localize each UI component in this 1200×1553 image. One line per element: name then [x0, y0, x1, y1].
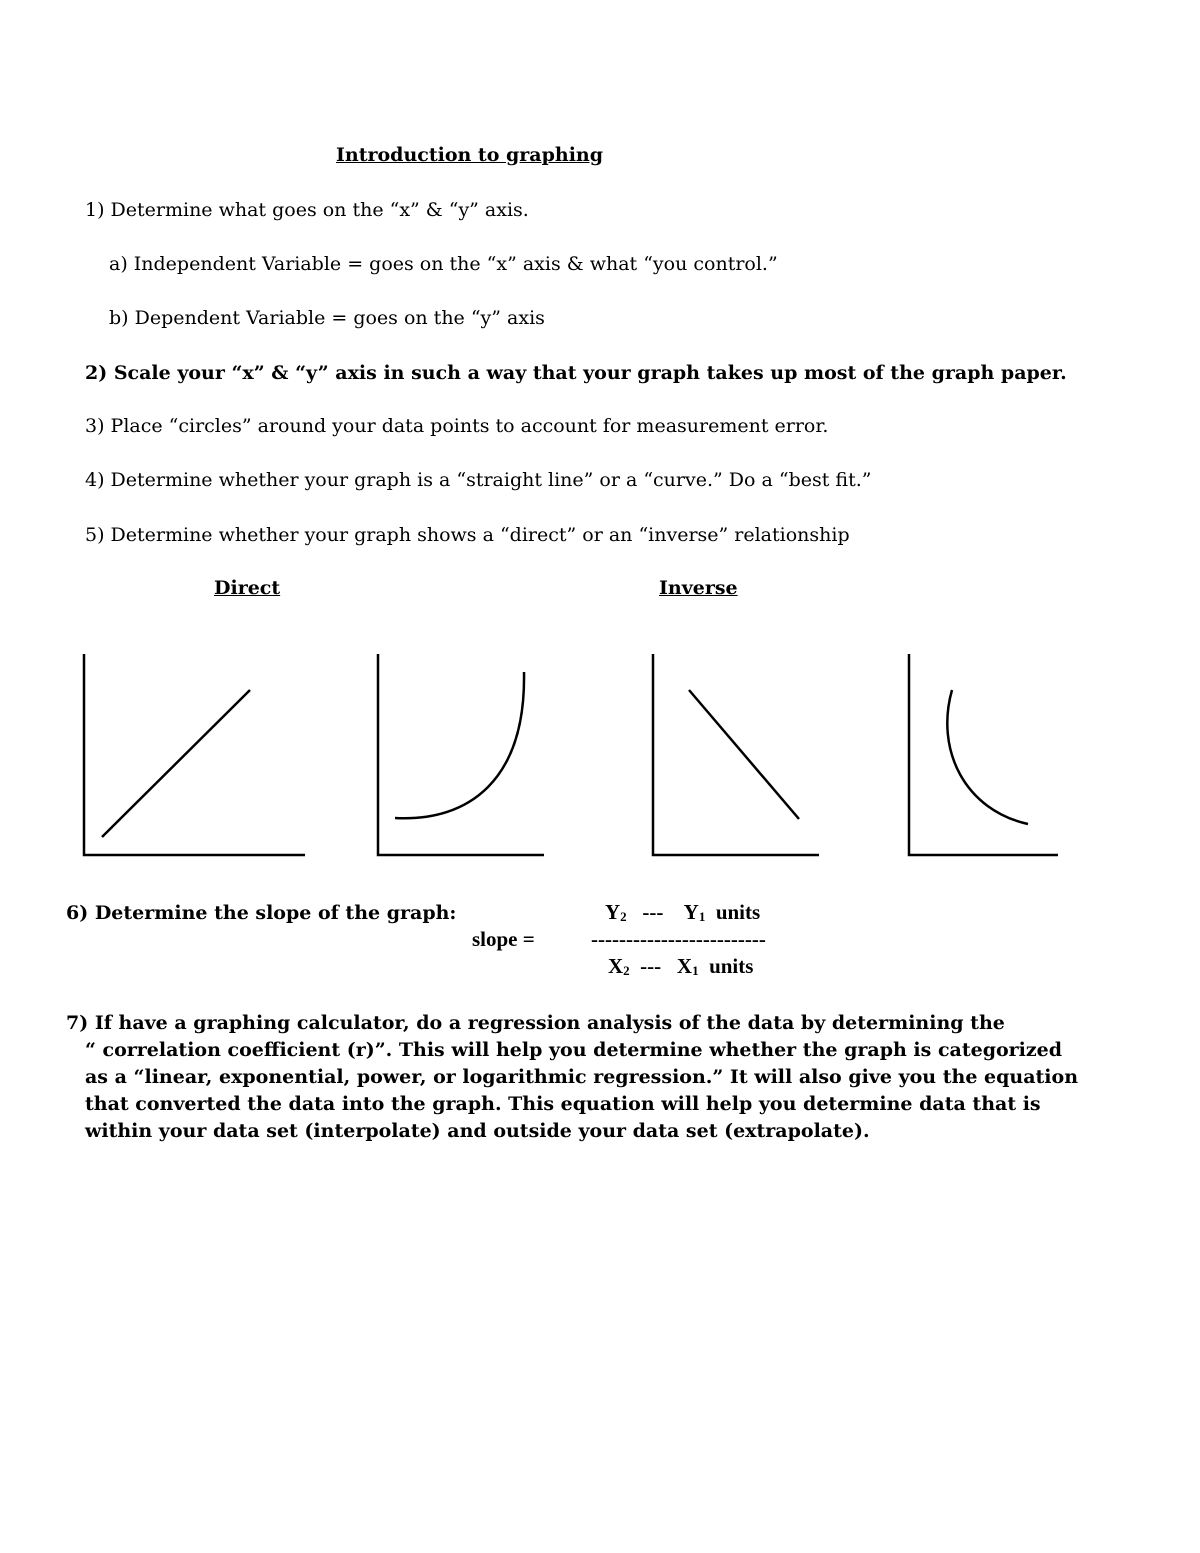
denominator-separator: ---	[640, 954, 662, 978]
numerator-y1-subscript: 1	[698, 909, 706, 924]
inverse-curve	[947, 690, 1028, 824]
slope-label: slope =	[472, 927, 535, 951]
direct-curve-graph	[374, 650, 549, 860]
slope-denominator	[608, 954, 753, 983]
graph-axes	[909, 654, 1058, 855]
direct-straight-line	[102, 690, 250, 837]
step-7-line-3: as a “linear, exponential, power, or logarithmic regression.” It will also give you the equation	[85, 1066, 1079, 1088]
step-7	[66, 1010, 1106, 1145]
denominator-units: units	[709, 954, 754, 978]
slope-numerator	[605, 900, 760, 929]
step-7-line-1: 7) If have a graphing calculator, do a regression analysis of the data by determining the	[66, 1012, 1005, 1034]
step-7-line-2: “ correlation coefficient (r)”. This will help you determine whether the graph is categorized	[85, 1039, 1063, 1061]
denominator-x2-subscript: 2	[623, 963, 630, 978]
step-1: 1) Determine what goes on the “x” & “y” axis.	[85, 199, 529, 221]
graph-axes	[378, 654, 544, 855]
page-title: Introduction to graphing	[336, 144, 604, 166]
inverse-line-graph	[649, 650, 824, 860]
graph-axes	[84, 654, 305, 855]
numerator-separator: ---	[642, 900, 664, 924]
step-1b: b) Dependent Variable = goes on the “y” axis	[109, 307, 545, 329]
denominator-x1: X	[676, 954, 693, 978]
numerator-y1: Y	[683, 900, 699, 924]
inverse-curve-graph	[905, 650, 1065, 860]
step-5: 5) Determine whether your graph shows a “direct” or an “inverse” relationship	[85, 524, 850, 546]
step-7-line-4: that converted the data into the graph. This equation will help you determine data that is	[85, 1093, 1041, 1115]
inverse-straight-line	[689, 690, 799, 819]
denominator-x2: X	[608, 954, 624, 978]
inverse-heading: Inverse	[659, 577, 738, 599]
direct-heading: Direct	[214, 577, 281, 599]
step-1a: a) Independent Variable = goes on the “x” axis & what “you control.”	[109, 253, 778, 275]
numerator-units: units	[715, 900, 761, 924]
step-7-line-5: within your data set (interpolate) and outside your data set (extrapolate).	[85, 1120, 870, 1142]
direct-curve	[395, 672, 524, 818]
step-2: 2) Scale your “x” & “y” axis in such a way that your graph takes up most of the graph paper.	[85, 362, 1067, 384]
step-4: 4) Determine whether your graph is a “straight line” or a “curve.” Do a “best fit.”	[85, 469, 872, 491]
direct-line-graph	[80, 650, 310, 860]
denominator-x1-subscript: 1	[692, 963, 699, 978]
numerator-y2: Y	[605, 900, 621, 924]
slope-fraction-bar: -------------------------	[591, 927, 766, 951]
graph-axes	[653, 654, 819, 855]
numerator-y2-subscript: 2	[620, 909, 627, 924]
step-3: 3) Place “circles” around your data points to account for measurement error.	[85, 415, 829, 437]
step-6: 6) Determine the slope of the graph:	[66, 902, 457, 924]
